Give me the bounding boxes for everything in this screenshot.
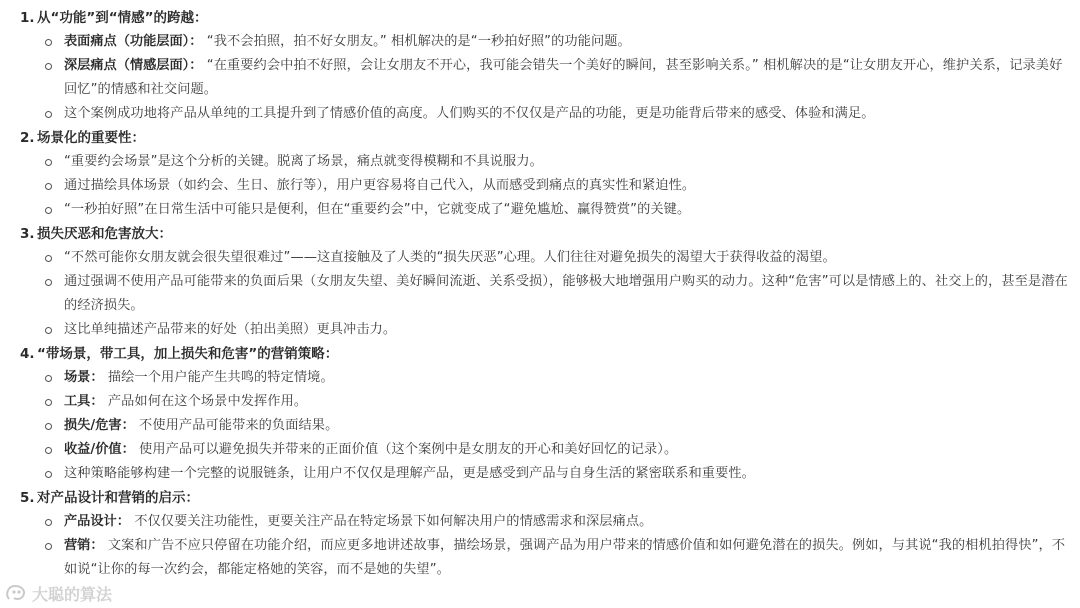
bullet-list — [0, 510, 1080, 582]
section-title: 场景化的重要性： — [37, 130, 145, 146]
bullet-icon — [45, 183, 52, 190]
list-item — [0, 366, 1080, 390]
item-lead: 营销： — [64, 538, 104, 553]
list-item — [0, 174, 1080, 198]
bullet-icon — [45, 63, 52, 70]
section-title: “带场景，带工具，加上损失和危害”的营销策略： — [37, 346, 339, 362]
bullet-icon — [45, 519, 52, 526]
list-item — [0, 150, 1080, 174]
section-number: 3. — [20, 226, 35, 242]
document-body — [0, 6, 1080, 582]
section-heading — [0, 342, 1080, 366]
item-text: 这种策略能够构建一个完整的说服链条，让用户不仅仅是理解产品，更是感受到产品与自身生活的紧密联系和重要性。 — [64, 466, 755, 481]
section-number: 4. — [20, 346, 35, 362]
list-item — [0, 54, 1080, 102]
list-item — [0, 414, 1080, 438]
bullet-icon — [45, 399, 52, 406]
bullet-icon — [45, 39, 52, 46]
watermark — [4, 580, 112, 606]
bullet-list — [0, 150, 1080, 222]
list-item — [0, 30, 1080, 54]
section-1 — [0, 6, 1080, 126]
list-item — [0, 270, 1080, 318]
item-text: 通过描绘具体场景（如约会、生日、旅行等），用户更容易将自己代入，从而感受到痛点的真实性和紧迫性。 — [64, 178, 696, 193]
list-item — [0, 510, 1080, 534]
item-text: 使用产品可以避免损失并带来的正面价值（这个案例中是女朋友的开心和美好回忆的记录）。 — [134, 442, 678, 457]
section-number: 5. — [20, 490, 35, 506]
item-text: 这比单纯描述产品带来的好处（拍出美照）更具冲击力。 — [64, 322, 397, 337]
list-item — [0, 246, 1080, 270]
bullet-icon — [45, 447, 52, 454]
bullet-icon — [45, 207, 52, 214]
list-item — [0, 390, 1080, 414]
item-text: 不使用产品可能带来的负面结果。 — [134, 418, 339, 433]
item-text: “重要约会场景”是这个分析的关键。脱离了场景，痛点就变得模糊和不具说服力。 — [64, 154, 543, 169]
list-item — [0, 438, 1080, 462]
section-heading — [0, 486, 1080, 510]
list-item — [0, 318, 1080, 342]
bullet-icon — [45, 279, 52, 286]
section-3 — [0, 222, 1080, 342]
watermark-text: 大聪的算法 — [32, 584, 113, 604]
section-heading — [0, 126, 1080, 150]
bullet-icon — [45, 543, 52, 550]
item-text: 文案和广告不应只停留在功能介绍，而应更多地讲述故事，描绘场景，强调产品为用户带来的情感价值和如何避免潜在的损失。例如，与其说“我的相机拍得快”，不如说“让你的每一次约会，都能定格她的笑容，而不是她的失望”。 — [64, 538, 1066, 577]
section-number: 2. — [20, 130, 35, 146]
bullet-icon — [45, 111, 52, 118]
section-number: 1. — [20, 10, 35, 26]
section-title: 从“功能”到“情感”的跨越： — [37, 10, 208, 26]
bullet-icon — [45, 375, 52, 382]
list-item — [0, 462, 1080, 486]
bullet-icon — [45, 159, 52, 166]
item-lead: 收益/价值： — [64, 442, 135, 457]
list-item — [0, 102, 1080, 126]
item-lead: 深层痛点（情感层面）： — [64, 58, 203, 73]
bullet-icon — [45, 423, 52, 430]
section-heading — [0, 222, 1080, 246]
item-text: “我不会拍照，拍不好女朋友。” 相机解决的是“一秒拍好照”的功能问题。 — [202, 34, 631, 49]
item-text: 不仅仅要关注功能性，更要关注产品在特定场景下如何解决用户的情感需求和深层痛点。 — [129, 514, 653, 529]
item-text: 产品如何在这个场景中发挥作用。 — [103, 394, 308, 409]
section-4 — [0, 342, 1080, 486]
item-text: “在重要约会中拍不好照，会让女朋友不开心，我可能会错失一个美好的瞬间，甚至影响关系。” 相机解决的是“让女朋友开心，维护关系，记录美好回忆”的情感和社交问题。 — [64, 58, 1063, 97]
item-lead: 表面痛点（功能层面）： — [64, 34, 203, 49]
item-text: 描绘一个用户能产生共鸣的特定情境。 — [103, 370, 334, 385]
section-heading — [0, 6, 1080, 30]
bullet-icon — [45, 327, 52, 334]
list-item — [0, 534, 1080, 582]
item-text: 这个案例成功地将产品从单纯的工具提升到了情感价值的高度。人们购买的不仅仅是产品的功能，更是功能背后带来的感受、体验和满足。 — [64, 106, 875, 121]
section-title: 损失厌恶和危害放大： — [37, 226, 172, 242]
item-text: 通过强调不使用产品可能带来的负面后果（女朋友失望、美好瞬间流逝、关系受损），能够极大地增强用户购买的动力。这种“危害”可以是情感上的、社交上的，甚至是潜在的经济损失。 — [64, 274, 1068, 313]
bullet-list — [0, 246, 1080, 342]
item-lead: 产品设计： — [64, 514, 130, 529]
section-5 — [0, 486, 1080, 582]
watermark-logo-icon — [4, 582, 30, 604]
item-lead: 损失/危害： — [64, 418, 135, 433]
bullet-icon — [45, 255, 52, 262]
list-item — [0, 198, 1080, 222]
section-title: 对产品设计和营销的启示： — [37, 490, 199, 506]
section-2 — [0, 126, 1080, 222]
item-text: “一秒拍好照”在日常生活中可能只是便利，但在“重要约会”中，它就变成了“避免尴尬、赢得赞赏”的关键。 — [64, 202, 691, 217]
item-lead: 场景： — [64, 370, 104, 385]
bullet-list — [0, 366, 1080, 486]
item-text: “不然可能你女朋友就会很失望很难过”——这直接触及了人类的“损失厌恶”心理。人们往往对避免损失的渴望大于获得收益的渴望。 — [64, 250, 836, 265]
item-lead: 工具： — [64, 394, 104, 409]
bullet-list — [0, 30, 1080, 126]
bullet-icon — [45, 471, 52, 478]
